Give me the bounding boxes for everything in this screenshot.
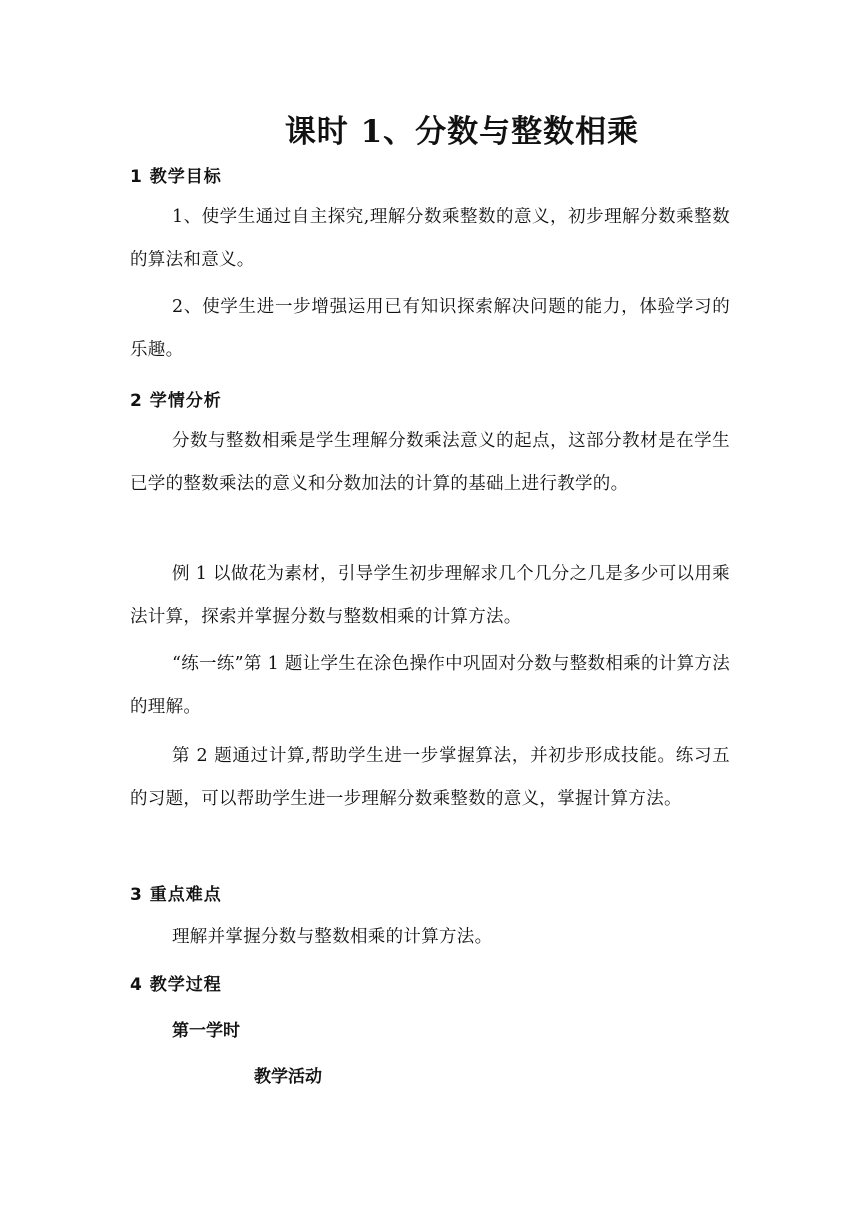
paragraph-key-points: 理解并掌握分数与整数相乘的计算方法。 [172,927,493,947]
paragraph-analysis-2: 例 1 以做花为素材，引导学生初步理解求几个几分之几是多少可以用乘法计算，探索并掌握分数与整数相乘的计算方法。 [130,564,730,627]
paragraph-objective-1: 1、使学生通过自主探究,理解分数乘整数的意义，初步理解分数乘整数的算法和意义。 [130,207,730,270]
paragraph-analysis-3: “练一练”第 1 题让学生在涂色操作中巩固对分数与整数相乘的计算方法的理解。 [130,654,730,717]
paragraph-analysis-1: 分数与整数相乘是学生理解分数乘法意义的起点，这部分教材是在学生已学的整数乘法的意义和分数加法的计算的基础上进行教学的。 [130,431,730,494]
section-heading-analysis: 2 学情分析 [130,391,222,411]
section-heading-process: 4 教学过程 [130,975,222,995]
section-heading-objectives: 1 教学目标 [130,167,222,187]
section-heading-key-points: 3 重点难点 [130,885,222,905]
paragraph-objective-2: 2、使学生进一步增强运用已有知识探索解决问题的能力，体验学习的乐趣。 [130,297,730,360]
subheading-activities: 教学活动 [254,1067,322,1087]
document-title: 课时 1、分数与整数相乘 [284,114,640,150]
paragraph-analysis-4: 第 2 题通过计算,帮助学生进一步掌握算法，并初步形成技能。练习五的习题，可以帮助学生进一步理解分数乘整数的意义，掌握计算方法。 [130,746,730,809]
subheading-first-lesson: 第一学时 [172,1021,240,1041]
